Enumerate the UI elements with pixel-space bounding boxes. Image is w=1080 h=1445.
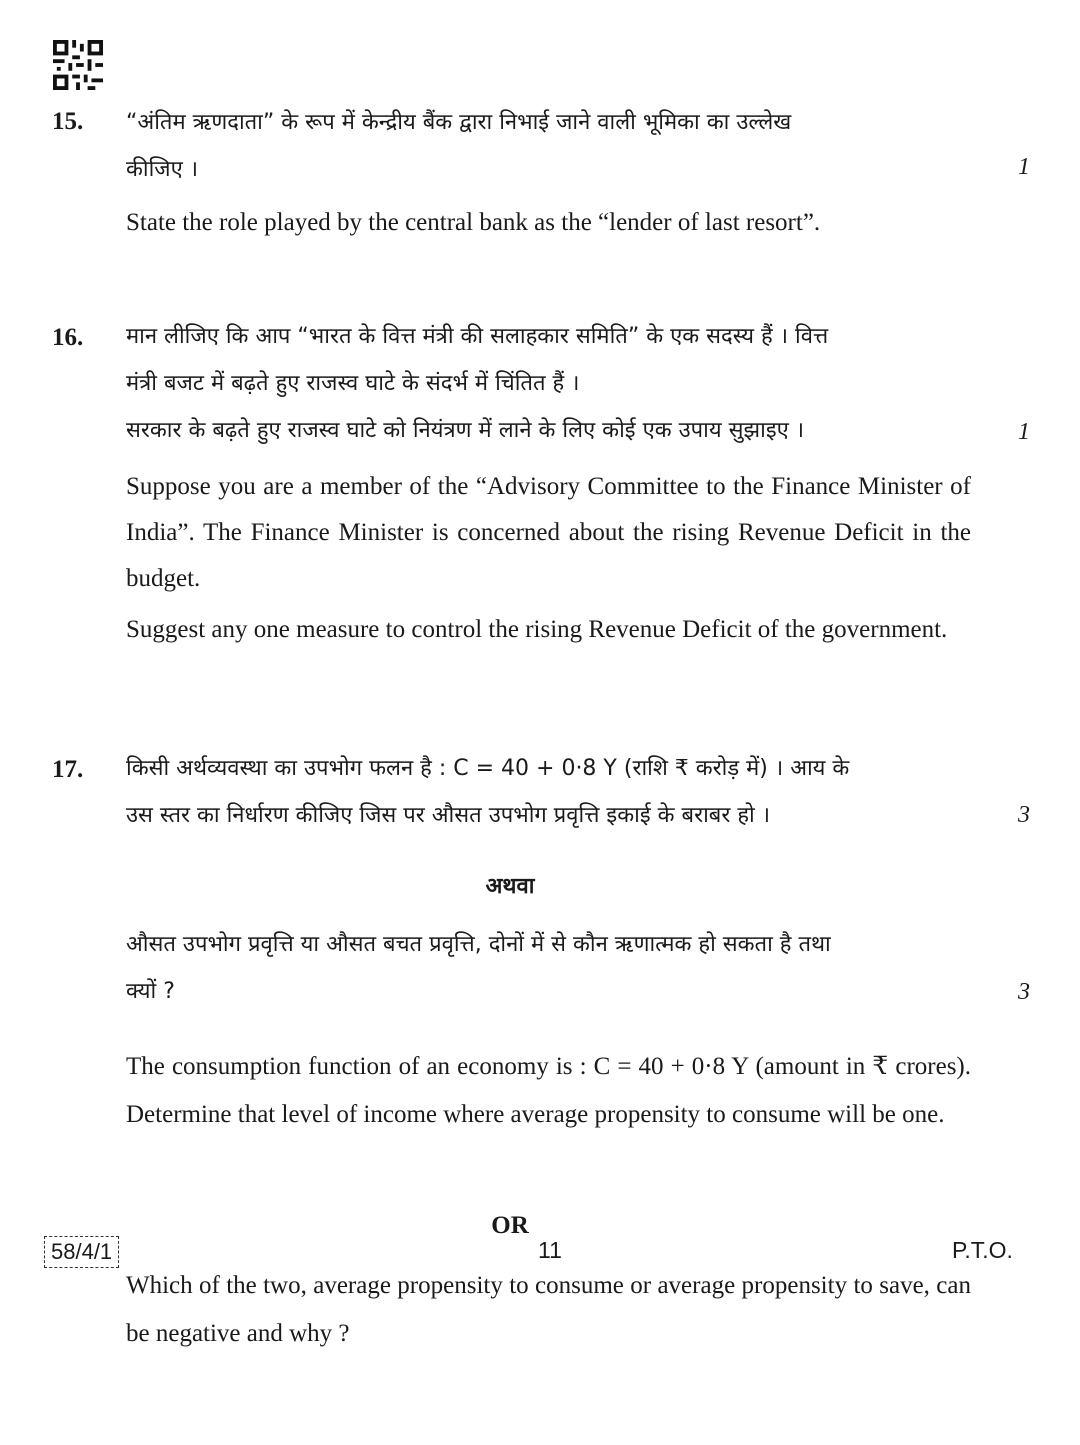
please-turn-over: P.T.O. [952,1237,1013,1263]
question-17-english: The consumption function of an economy is : C = 40 + 0·8 Y (amount in ₹ crores). Determine that level of income where average propensity to consume will be one. [126,1053,971,1128]
question-16-english-para-2: Suggest any one measure to control the rising Revenue Deficit of the government. [126,616,948,643]
question-17-hindi-line-2: उस स्तर का निर्धारण कीजिए जिस पर औसत उपभोग प्रवृत्ति इकाई के बराबर हो । [126,803,771,828]
question-17-alt-marks: 3 [1018,979,1030,1005]
question-16-hindi-line-2: मंत्री बजट में बढ़ते हुए राजस्व घाटे के संदर्भ में चिंतित हैं । [126,371,580,396]
question-15-hindi-line-1: “अंतिम ऋणदाता” के रूप में केन्द्रीय बैंक द्वारा निभाई जाने वाली भूमिका का उल्लेख [126,110,792,135]
question-number-15: 15. [52,108,84,135]
question-number-16: 16. [52,324,84,351]
question-16-hindi [126,313,971,454]
question-17-hindi-line-1: किसी अर्थव्यवस्था का उपभोग फलन है : C = 40 + 0·8 Y (राशि ₹ करोड़ में) । आय के [126,756,850,781]
question-17-hindi [126,745,971,839]
question-17-hindi-alt-line-2: क्यों ? [126,979,175,1004]
question-17-hindi-alt-line-1: औसत उपभोग प्रवृत्ति या औसत बचत प्रवृत्ति, दोनों में से कौन ऋणात्मक हो सकता है तथा [126,932,831,957]
qr-code-icon [52,40,104,90]
question-17-hindi-alternative [126,921,971,1015]
question-16-english-para-1: Suppose you are a member of the “Advisory Committee to the Finance Minister of India”. The Finance Minister is concerned about the rising Revenue Deficit in the budget. [126,473,971,592]
question-15-hindi [126,99,971,193]
hindi-or-heading: अथवा [485,874,535,899]
question-16-hindi-line-3: सरकार के बढ़ते हुए राजस्व घाटे को नियंत्रण में लाने के लिए कोई एक उपाय सुझाइए । [126,418,805,443]
question-15-marks: 1 [1018,154,1030,180]
page-number: 11 [538,1237,562,1263]
question-16-hindi-line-1: मान लीजिए कि आप “भारत के वित्त मंत्री की सलाहकार समिति” के एक सदस्य हैं । वित्त [126,324,829,349]
english-or-heading: OR [491,1212,529,1239]
question-15-hindi-line-2: कीजिए । [126,157,199,182]
question-number-17: 17. [52,756,84,783]
paper-code-box: 58/4/1 [44,1236,119,1268]
question-17-english-alternative: Which of the two, average propensity to consume or average propensity to save, can be negative and why ? [126,1272,971,1347]
question-17-marks: 3 [1018,802,1030,828]
question-15-english: State the role played by the central bank as the “lender of last resort”. [126,209,821,236]
question-16-marks: 1 [1018,419,1030,445]
